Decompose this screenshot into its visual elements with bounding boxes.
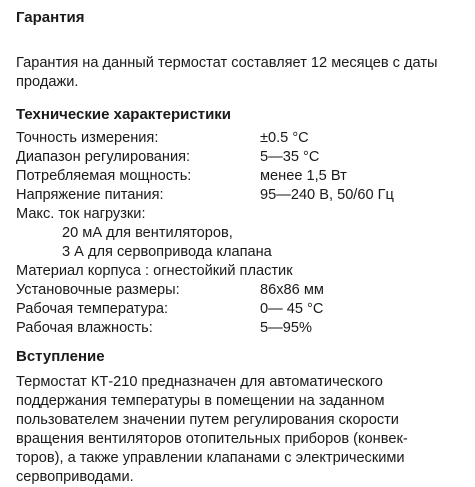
spec-label-accuracy: Точность измерения: bbox=[16, 130, 159, 146]
spec-value-power: менее 1,5 Вт bbox=[260, 168, 347, 184]
spec-value-operating-temp: 0— 45 °C bbox=[260, 301, 324, 317]
warranty-text-line-1: Гарантия на данный термостат составляет 12 месяцев с даты bbox=[16, 55, 438, 71]
spec-label-power: Потребляемая мощность: bbox=[16, 168, 192, 184]
spec-label-operating-temp: Рабочая температура: bbox=[16, 301, 169, 317]
intro-text-line-3: пользователем значении путем регулирования скорости bbox=[16, 412, 399, 428]
intro-text-line-6: сервоприводами. bbox=[16, 469, 134, 485]
spec-value-accuracy: ±0.5 °C bbox=[260, 130, 309, 146]
spec-value-voltage: 95—240 В, 50/60 Гц bbox=[260, 187, 394, 203]
specs-heading: Технические характеристики bbox=[16, 106, 232, 123]
warranty-text-line-2: продажи. bbox=[16, 74, 79, 90]
spec-label-range: Диапазон регулирования: bbox=[16, 149, 191, 165]
warranty-heading: Гарантия bbox=[16, 9, 85, 26]
spec-value-max-current-line-2: 3 А для сервопривода клапана bbox=[62, 244, 272, 260]
spec-value-range: 5—35 °C bbox=[260, 149, 320, 165]
spec-label-voltage: Напряжение питания: bbox=[16, 187, 164, 203]
spec-housing: Материал корпуса : огнестойкий пластик bbox=[16, 263, 293, 279]
intro-heading: Вступление bbox=[16, 348, 105, 365]
intro-text-line-1: Термостат КТ-210 предназначен для автоматического bbox=[16, 374, 383, 390]
intro-text-line-5: торов), а также управлении клапанами с электрическими bbox=[16, 450, 405, 466]
spec-label-humidity: Рабочая влажность: bbox=[16, 320, 153, 336]
intro-text-line-2: поддержания температуры в помещении на заданном bbox=[16, 393, 385, 409]
spec-label-max-current: Макс. ток нагрузки: bbox=[16, 206, 146, 222]
spec-value-humidity: 5—95% bbox=[260, 320, 312, 336]
intro-text-line-4: вращения вентиляторов отопительных приборов (конвек- bbox=[16, 431, 408, 447]
spec-label-dimensions: Установочные размеры: bbox=[16, 282, 180, 298]
spec-value-dimensions: 86x86 мм bbox=[260, 282, 324, 298]
spec-value-max-current-line-1: 20 мА для вентиляторов, bbox=[62, 225, 233, 241]
